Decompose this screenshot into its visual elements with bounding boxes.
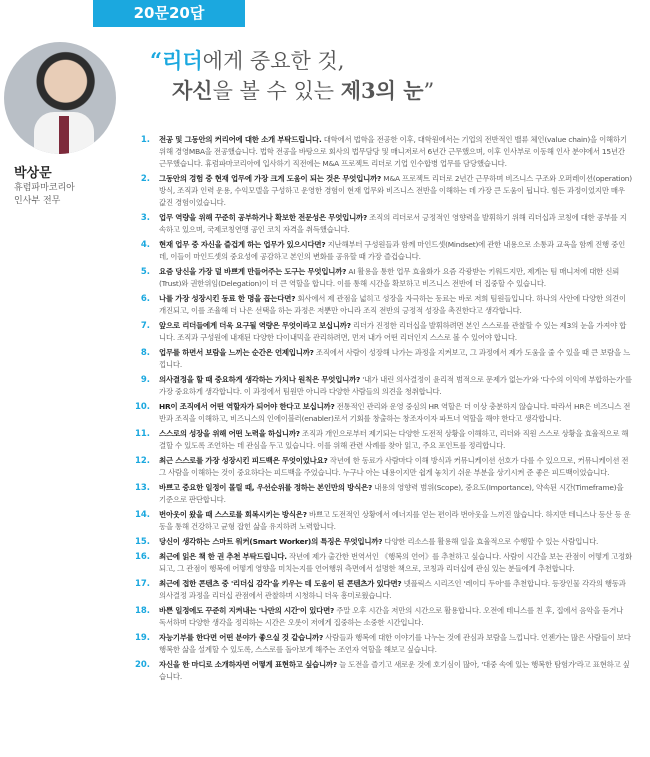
qa-text (159, 293, 632, 317)
qa-number: 5. (140, 267, 150, 277)
person-company: 휴럼파마코리아 (14, 183, 75, 193)
qa-number: 19. (134, 633, 150, 643)
series-tag: 20문20답 (93, 0, 245, 27)
qa-question: 번아웃이 왔을 때 스스로를 회복시키는 방식은? (159, 510, 307, 519)
qa-number: 14. (134, 510, 150, 520)
qa-question: 현재 업무 중 자신을 즐겁게 하는 업무가 있으시다면? (159, 240, 326, 249)
qa-item (132, 401, 632, 425)
qa-question: 업무를 하면서 보람을 느끼는 순간은 언제입니까? (159, 348, 314, 357)
qa-question: 요즘 당신을 가장 덜 바쁘게 만들어주는 도구는 무엇입니까? (159, 267, 347, 276)
qa-question: 앞으로 리더들에게 더욱 요구될 역량은 무엇이라고 보십니까? (159, 321, 351, 330)
qa-number: 2. (140, 174, 150, 184)
qa-answer: 작년에 제가 출간한 번역서인 《행복의 언어》를 추천하고 싶습니다. 사람이 시간을 보는 관점이 어떻게 고정화되고, 그 관점이 행복에 어떻게 영향을 미치는지를 언어행위 측면에서 설명한 책으로, 코칭과 리더십에 관심 있는 분들에게 추천합니다. (159, 552, 632, 573)
profile-photo (4, 42, 116, 154)
qa-question: 바쁜 일정에도 꾸준히 지켜내는 '나만의 시간'이 있다면? (159, 606, 335, 615)
qa-item (132, 455, 632, 479)
qa-text (159, 320, 632, 344)
qa-text (159, 401, 632, 425)
qa-item (132, 536, 632, 548)
qa-text (159, 551, 632, 575)
qa-item (132, 212, 632, 236)
qa-answer: 리더가 진정한 리더십을 발휘하려면 본인 스스로를 관찰할 수 있는 제3의 눈을 가져야 합니다. 조직과 구성원에 내재된 다양한 다이내믹을 관리하려면, 먼저 내가 어떤 리더인지 스스로 볼 수 있어야 합니다. (159, 321, 627, 342)
qa-text (159, 536, 598, 548)
qa-number: 8. (140, 348, 150, 358)
qa-number: 7. (140, 321, 150, 331)
qa-number: 13. (134, 483, 150, 493)
qa-answer: 조직에서 사람이 성장해 나가는 과정을 지켜보고, 그 과정에서 제가 도움을 줄 수 있을 때 큰 보람을 느낍니다. (159, 348, 631, 369)
qa-question: HR이 조직에서 어떤 역할자가 되어야 한다고 보십니까? (159, 402, 335, 411)
qa-number: 10. (134, 402, 150, 412)
qa-number: 12. (134, 456, 150, 466)
qa-answer: 대학에서 법학을 전공한 이후, 대학원에서는 기업의 전반적인 밸류 체인(value chain)을 이해하기 위해 경영MBA을 전공했습니다. 법학 전공을 바탕으로 회사의 법무담당 및 매니저로서 6년간 근무했으며, 이후 인사부로 이동해 인사 분야에서 15년간 근무했습니다. 휴럼파마코리아에 입사하기 직전에는 M&A 프로젝트 리더로 기업 인수합병 업무를 담당했습니다. (159, 135, 627, 168)
qa-number: 1. (140, 135, 150, 145)
qa-answer: 조직과 개인으로부터 제기되는 다양한 도전적 상황을 이해하고, 리더와 직원 스스로 상황을 효율적으로 해결할 수 있도록 조언하는 데 관심을 두고 있습니다. 이를 위해 관련 사례를 찾아 읽고, 주요 포인트를 정리합니다. (159, 429, 629, 450)
qa-answer: 주말 오후 시간을 저만의 시간으로 활용합니다. 오전에 테니스를 친 후, 집에서 음악을 듣거나 독서하며 다양한 생각을 정리하는 시간은 오롯이 저에게 집중하는 소중한 시간입니다. (159, 606, 624, 627)
headline-middle: 을 볼 수 있는 (212, 79, 341, 103)
qa-item (132, 659, 632, 683)
qa-answer: 다양한 리소스를 활용해 일을 효율적으로 수행할 수 있는 사람입니다. (382, 537, 599, 546)
headline-close: ” (423, 79, 435, 103)
qa-text (159, 428, 632, 452)
qa-number: 6. (140, 294, 150, 304)
qa-answer: M&A 프로젝트 리더로 2년간 근무하며 비즈니스 구조와 오퍼레이션(operation) 방식, 조직과 인력 운용, 수익모델을 구성하고 운영한 경험이 현재 업무와 비즈니스 전반을 이해하는 데 가장 큰 도움이 됩니다. 힘든 과정이었지만 매우 값진 경험이었습니다. (159, 174, 632, 207)
person-position: 인사부 전무 (14, 196, 61, 206)
qa-item (132, 239, 632, 263)
qa-number: 11. (134, 429, 150, 439)
qa-number: 15. (134, 537, 150, 547)
qa-question: 바쁘고 중요한 일정이 몰릴 때, 우선순위를 정하는 본인만의 방식은? (159, 483, 373, 492)
qa-text (159, 509, 632, 533)
qa-question: 그동안의 경험 중 현재 업무에 가장 크게 도움이 되는 것은 무엇입니까? (159, 174, 382, 183)
qa-item (132, 482, 632, 506)
qa-answer: '내가 내린 의사결정이 윤리적 범적으로 문제가 없는가'와 '다수의 이익에 부합하는가'를 가장 중요하게 생각합니다. 이 과정에서 팀원만 아니라 다양한 사람들의 의견을 청취합니다. (159, 375, 632, 396)
headline (150, 46, 620, 106)
qa-item (132, 374, 632, 398)
qa-question: 최근 스스로를 가장 성장시킨 피드백은 무엇이었나요? (159, 456, 328, 465)
qa-answer: 내용의 영향력 범위(Scope), 중요도(Importance), 약속된 시간(Timeframe)을 기준으로 판단합니다. (159, 483, 624, 504)
qa-answer: 사람들과 행복에 대한 이야기를 나누는 것에 관심과 보람을 느낍니다. 언젠가는 많은 사람들이 보다 행복한 삶을 설계할 수 있도록, 스스로를 돌아보게 해주는 조언자 역할을 해보고 싶습니다. (159, 633, 631, 654)
qa-list (132, 134, 632, 686)
qa-item (132, 134, 632, 170)
qa-item (132, 605, 632, 629)
qa-answer: 조직의 리더로서 긍정적인 영향력을 발휘하기 위해 리더십과 코칭에 대한 공부를 지속하고 있으며, 국제코칭연맹 공인 코치 자격을 취득했습니다. (159, 213, 627, 234)
qa-text (159, 455, 632, 479)
qa-question: 전공 및 그동안의 커리어에 대한 소개 부탁드립니다. (159, 135, 322, 144)
headline-accent: “리더 (150, 48, 203, 73)
headline-third-eye: 제3의 눈 (340, 78, 424, 103)
headline-self: 자신 (172, 78, 213, 103)
photo-tie (59, 116, 69, 154)
qa-answer: 바쁘고 도전적인 상황에서 에너지를 얻는 편이라 번아웃을 느끼진 않습니다. 하지만 테니스나 등산 등 운동을 통해 건강하고 균형 잡힌 삶을 유지하려 노력합니다. (159, 510, 631, 531)
qa-number: 9. (140, 375, 150, 385)
qa-question: 최근에 읽은 책 한 권 추천 부탁드립니다. (159, 552, 287, 561)
qa-text (159, 374, 632, 398)
qa-text (159, 173, 632, 209)
qa-item (132, 293, 632, 317)
person-name: 박상문 (14, 166, 52, 181)
qa-text (159, 659, 632, 683)
qa-item (132, 173, 632, 209)
qa-number: 16. (134, 552, 150, 562)
qa-question: 의사결정을 할 때 중요하게 생각하는 가치나 원칙은 무엇입니까? (159, 375, 361, 384)
qa-question: 자능기부를 한다면 어떤 분야가 좋으실 것 같습니까? (159, 633, 324, 642)
qa-answer: AI 활용을 통한 업무 효율화가 요즘 각광받는 키워드지만, 제게는 팀 매니저에 대한 신뢰(Trust)와 권한위임(Delegation)이 더 큰 역할을 합니다. 이를 통해 시간을 확보하고 비즈니스 전반에 더 집중할 수 있습니다. (159, 267, 620, 288)
qa-question: 나를 가장 성장시킨 동료 한 명을 꼽는다면? (159, 294, 296, 303)
qa-item (132, 578, 632, 602)
qa-question: 최근에 접한 콘텐츠 중 '리더십 감각'을 키우는 데 도움이 된 콘텐츠가 있다면? (159, 579, 402, 588)
qa-text (159, 482, 632, 506)
qa-answer: 회사에서 제 관점을 넓히고 성장을 자극하는 동료는 바로 저희 팀원들입니다. 하나의 사안에 다양한 의견이 개진되고, 이를 조율해 더 나은 선택을 하는 과정은 저뿐만 아니라 조직 전반의 긍정적 성장을 촉진한다고 생각합니다. (159, 294, 626, 315)
qa-answer: 늘 도전을 즐기고 새로운 것에 호기심이 많아, '대중 속에 있는 행복한 탐험가'라고 표현하고 싶습니다. (159, 660, 630, 681)
qa-question: 자신을 한 마디로 소개하자면 어떻게 표현하고 싶습니까? (159, 660, 337, 669)
qa-text (159, 347, 632, 371)
qa-text (159, 239, 632, 263)
qa-item (132, 266, 632, 290)
qa-number: 18. (134, 606, 150, 616)
qa-answer: 전통적인 관리와 운영 중심의 HR 역할은 더 이상 충분하지 않습니다. 따라서 HR은 비즈니스 전반과 조직을 이해하고, 비즈니스의 인에이블러(enabler)로서 기회를 창출하는 창조자이자 파트너 역할을 해야 한다고 생각합니다. (159, 402, 631, 423)
qa-answer: 넷플릭스 시리즈인 '레이디 두아'를 추천합니다. 등장인물 각각의 행동과 의사결정 과정을 리더십 관점에서 관찰하며 시청하니 더욱 흥미로웠습니다. (159, 579, 626, 600)
qa-number: 20. (134, 660, 150, 670)
qa-text (159, 578, 632, 602)
qa-item (132, 320, 632, 344)
qa-text (159, 134, 632, 170)
qa-text (159, 632, 632, 656)
qa-text (159, 605, 632, 629)
qa-answer: 지난해부터 구성원들과 함께 마인드셋(Mindset)에 관한 내용으로 소통과 교육을 함께 진행 중인데, 이들이 마인드셋의 중요성에 공감하고 본인의 변화를 공유할 때 가장 즐겁습니다. (159, 240, 626, 261)
qa-question: 스스로의 성장을 위해 어떤 노력을 하십니까? (159, 429, 300, 438)
qa-item (132, 347, 632, 371)
qa-question: 당신이 생각하는 스마트 워커(Smart Worker)의 특징은 무엇입니까? (159, 537, 383, 546)
qa-item (132, 509, 632, 533)
headline-line2 (150, 76, 620, 106)
qa-item (132, 632, 632, 656)
qa-item (132, 428, 632, 452)
qa-question: 업무 역량을 위해 꾸준히 공부하거나 확보한 전문성은 무엇입니까? (159, 213, 368, 222)
headline-line1: 에게 중요한 것, (202, 49, 345, 73)
qa-number: 3. (140, 213, 150, 223)
qa-answer: 작년에 한 동료가 사람마다 이해 방식과 커뮤니케이션 선호가 다를 수 있으므로, 커뮤니케이션 전 그 사람을 이해하는 것이 중요하다는 피드백을 주었습니다. 누구나 아는 내용이지만 쉽게 놓치기 쉬운 부분을 상기시켜 준 좋은 피드백이었습니다. (159, 456, 629, 477)
qa-item (132, 551, 632, 575)
qa-text (159, 266, 632, 290)
person-role (14, 182, 75, 208)
qa-number: 4. (140, 240, 150, 250)
qa-text (159, 212, 632, 236)
qa-number: 17. (134, 579, 150, 589)
